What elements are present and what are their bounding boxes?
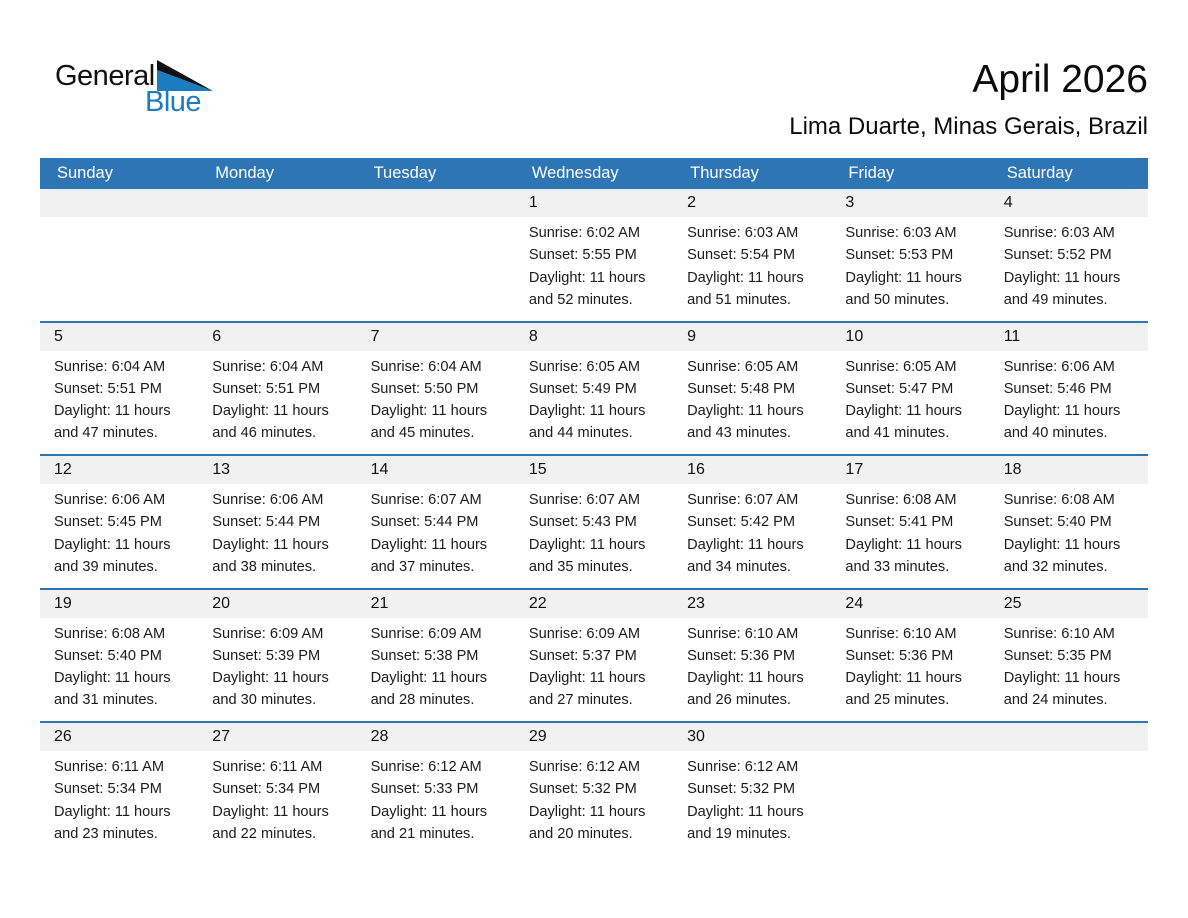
sunset-line: Sunset: 5:52 PM [1003, 247, 1112, 264]
daylight-minutes-line: and 51 minutes. [687, 291, 791, 308]
day-number: 26 [54, 728, 72, 745]
daylight-line: Daylight: 11 hours [845, 536, 962, 553]
sunset-line: Sunset: 5:42 PM [687, 514, 796, 531]
sunrise-line: Sunrise: 6:03 AM [845, 225, 957, 241]
daylight-line: Daylight: 11 hours [1003, 403, 1121, 420]
day-cell [515, 484, 673, 588]
day-number: 27 [212, 728, 231, 745]
daylight-minutes-line: and 35 minutes. [528, 558, 633, 575]
daylight-line: Daylight: 11 hours [528, 803, 646, 820]
daylight-minutes-line: and 32 minutes. [1003, 558, 1108, 575]
day-number: 13 [212, 461, 231, 478]
day-cell [990, 618, 1148, 722]
sunset-line: Sunset: 5:53 PM [845, 247, 954, 264]
sunrise-line: Sunrise: 6:06 AM [1003, 358, 1115, 375]
sunset-line: Sunset: 5:48 PM [687, 380, 796, 397]
logo-text-blue: Blue [145, 86, 202, 118]
empty-day-cell [198, 217, 356, 321]
day-cell [831, 351, 989, 455]
day-cell [673, 217, 831, 321]
sunset-line: Sunset: 5:34 PM [54, 781, 162, 798]
day-cell [357, 484, 515, 588]
day-cell [198, 751, 356, 855]
weekday-header-thursday: Thursday [690, 164, 759, 182]
sunrise-line: Sunrise: 6:12 AM [528, 759, 640, 775]
sunrise-line: Sunrise: 6:07 AM [687, 492, 799, 508]
day-cell [515, 217, 673, 321]
sunrise-line: Sunrise: 6:09 AM [528, 625, 640, 642]
sunrise-line: Sunrise: 6:08 AM [845, 492, 957, 508]
daylight-minutes-line: and 23 minutes. [54, 825, 158, 842]
page-subtitle: Lima Duarte, Minas Gerais, Brazil [789, 113, 1148, 140]
general-blue-logo [55, 60, 213, 117]
day-number: 18 [1003, 461, 1022, 478]
empty-day-cell [990, 751, 1148, 855]
sunset-line: Sunset: 5:54 PM [687, 247, 796, 264]
weekday-header-tuesday: Tuesday [373, 164, 437, 182]
daylight-line: Daylight: 11 hours [212, 803, 329, 820]
day-details-row [40, 217, 1148, 321]
day-number: 10 [845, 327, 864, 345]
sunrise-line: Sunrise: 6:04 AM [370, 358, 482, 375]
daylight-minutes-line: and 19 minutes. [687, 825, 791, 842]
sunset-line: Sunset: 5:32 PM [528, 781, 637, 798]
sunrise-line: Sunrise: 6:06 AM [212, 492, 324, 508]
daylight-minutes-line: and 26 minutes. [687, 692, 791, 709]
daylight-line: Daylight: 11 hours [1003, 536, 1121, 553]
empty-day-number [831, 723, 989, 751]
day-cell [198, 351, 356, 455]
daylight-line: Daylight: 11 hours [370, 403, 488, 420]
day-number: 24 [845, 594, 864, 612]
sunrise-line: Sunrise: 6:10 AM [1003, 625, 1115, 642]
day-number: 3 [845, 194, 855, 211]
daylight-minutes-line: and 24 minutes. [1003, 692, 1108, 709]
day-number: 29 [528, 728, 547, 745]
day-cell [515, 351, 673, 455]
sunrise-line: Sunrise: 6:05 AM [845, 358, 957, 375]
daylight-minutes-line: and 38 minutes. [212, 558, 317, 575]
sunset-line: Sunset: 5:49 PM [528, 380, 637, 397]
day-number: 20 [212, 594, 231, 612]
sunset-line: Sunset: 5:35 PM [1003, 647, 1112, 664]
empty-day-cell [831, 751, 989, 855]
day-cell [673, 751, 831, 855]
daylight-line: Daylight: 11 hours [528, 536, 646, 553]
day-number-band [40, 323, 1148, 351]
logo-text-general: General [55, 60, 155, 92]
daylight-line: Daylight: 11 hours [1003, 269, 1121, 286]
daylight-line: Daylight: 11 hours [528, 403, 646, 420]
week-row [40, 588, 1148, 722]
daylight-minutes-line: and 44 minutes. [528, 425, 633, 442]
daylight-line: Daylight: 11 hours [687, 403, 804, 420]
day-number-band [40, 590, 1148, 618]
sunset-line: Sunset: 5:47 PM [845, 380, 954, 397]
week-row [40, 721, 1148, 855]
empty-day-number [357, 189, 515, 217]
daylight-line: Daylight: 11 hours [54, 403, 171, 420]
sunrise-line: Sunrise: 6:08 AM [54, 625, 166, 642]
daylight-minutes-line: and 27 minutes. [528, 692, 633, 709]
empty-day-number [198, 189, 356, 217]
daylight-line: Daylight: 11 hours [212, 403, 329, 420]
daylight-minutes-line: and 47 minutes. [54, 425, 158, 442]
daylight-line: Daylight: 11 hours [687, 269, 804, 286]
day-number: 6 [212, 327, 222, 345]
calendar-page [40, 0, 1148, 855]
sunrise-line: Sunrise: 6:12 AM [687, 759, 799, 775]
sunset-line: Sunset: 5:44 PM [212, 514, 321, 531]
day-number: 12 [54, 461, 72, 478]
daylight-minutes-line: and 21 minutes. [370, 825, 475, 842]
sunset-line: Sunset: 5:40 PM [54, 647, 162, 664]
sunrise-line: Sunrise: 6:06 AM [54, 492, 166, 508]
week-row [40, 454, 1148, 588]
daylight-line: Daylight: 11 hours [370, 670, 488, 687]
daylight-line: Daylight: 11 hours [528, 269, 646, 286]
daylight-minutes-line: and 31 minutes. [54, 692, 158, 709]
day-number: 2 [687, 194, 697, 211]
sunrise-line: Sunrise: 6:11 AM [54, 759, 165, 775]
day-number: 25 [1003, 594, 1022, 612]
day-number: 21 [370, 594, 389, 612]
sunrise-line: Sunrise: 6:07 AM [528, 492, 640, 508]
empty-day-number [40, 189, 198, 217]
sunset-line: Sunset: 5:46 PM [1003, 380, 1112, 397]
sunset-line: Sunset: 5:45 PM [54, 514, 162, 531]
day-details-row [40, 484, 1148, 588]
sunrise-line: Sunrise: 6:11 AM [212, 759, 323, 775]
day-cell [198, 618, 356, 722]
daylight-line: Daylight: 11 hours [845, 403, 962, 420]
sunrise-line: Sunrise: 6:10 AM [845, 625, 957, 642]
daylight-minutes-line: and 40 minutes. [1003, 425, 1108, 442]
sunrise-line: Sunrise: 6:04 AM [212, 358, 324, 375]
page-title: April 2026 [972, 58, 1148, 101]
sunset-line: Sunset: 5:41 PM [845, 514, 954, 531]
sunrise-line: Sunrise: 6:07 AM [370, 492, 482, 508]
sunset-line: Sunset: 5:43 PM [528, 514, 637, 531]
day-cell [990, 484, 1148, 588]
sunset-line: Sunset: 5:36 PM [687, 647, 796, 664]
day-cell [990, 351, 1148, 455]
sunset-line: Sunset: 5:44 PM [370, 514, 479, 531]
sunrise-line: Sunrise: 6:09 AM [212, 625, 324, 642]
week-row [40, 321, 1148, 455]
day-cell [515, 618, 673, 722]
day-cell [40, 751, 198, 855]
day-number: 5 [54, 327, 63, 345]
day-cell [990, 217, 1148, 321]
day-number: 23 [687, 594, 705, 612]
daylight-line: Daylight: 11 hours [687, 670, 804, 687]
daylight-line: Daylight: 11 hours [687, 803, 804, 820]
day-cell [357, 618, 515, 722]
day-number: 4 [1003, 194, 1013, 211]
weeks-container [40, 189, 1148, 855]
daylight-minutes-line: and 22 minutes. [212, 825, 317, 842]
daylight-minutes-line: and 37 minutes. [370, 558, 475, 575]
day-number: 11 [1003, 327, 1021, 345]
day-number: 7 [370, 327, 380, 345]
sunset-line: Sunset: 5:39 PM [212, 647, 321, 664]
day-number: 19 [54, 594, 72, 612]
daylight-minutes-line: and 49 minutes. [1003, 291, 1108, 308]
day-cell [198, 484, 356, 588]
sunrise-line: Sunrise: 6:12 AM [370, 759, 482, 775]
day-number: 14 [370, 461, 389, 478]
daylight-minutes-line: and 39 minutes. [54, 558, 158, 575]
day-cell [40, 484, 198, 588]
weekday-header-wednesday: Wednesday [531, 164, 619, 182]
daylight-line: Daylight: 11 hours [212, 670, 329, 687]
sunrise-line: Sunrise: 6:05 AM [528, 358, 640, 375]
sunrise-line: Sunrise: 6:08 AM [1003, 492, 1115, 508]
day-cell [831, 618, 989, 722]
daylight-minutes-line: and 43 minutes. [687, 425, 791, 442]
weekday-header-row [40, 158, 1148, 189]
daylight-minutes-line: and 30 minutes. [212, 692, 317, 709]
sunset-line: Sunset: 5:55 PM [528, 247, 637, 264]
empty-day-number [990, 723, 1148, 751]
day-cell [40, 618, 198, 722]
day-number: 22 [528, 594, 547, 612]
daylight-minutes-line: and 52 minutes. [528, 291, 633, 308]
sunset-line: Sunset: 5:50 PM [370, 380, 479, 397]
day-details-row [40, 751, 1148, 855]
daylight-line: Daylight: 11 hours [845, 670, 962, 687]
sunset-line: Sunset: 5:34 PM [212, 781, 321, 798]
daylight-minutes-line: and 25 minutes. [845, 692, 950, 709]
day-number: 17 [845, 461, 864, 478]
day-cell [831, 217, 989, 321]
daylight-line: Daylight: 11 hours [370, 536, 488, 553]
page-header [40, 0, 1148, 158]
sunset-line: Sunset: 5:51 PM [54, 380, 162, 397]
daylight-minutes-line: and 46 minutes. [212, 425, 317, 442]
weekday-header-sunday: Sunday [57, 164, 113, 182]
day-cell [673, 618, 831, 722]
daylight-line: Daylight: 11 hours [528, 670, 646, 687]
day-cell [515, 751, 673, 855]
empty-day-cell [40, 217, 198, 321]
daylight-minutes-line: and 28 minutes. [370, 692, 475, 709]
sunset-line: Sunset: 5:51 PM [212, 380, 321, 397]
sunset-line: Sunset: 5:32 PM [687, 781, 796, 798]
weekday-header-monday: Monday [215, 164, 274, 182]
day-number-band [40, 456, 1148, 484]
day-cell [40, 351, 198, 455]
day-number: 8 [528, 327, 538, 345]
daylight-line: Daylight: 11 hours [54, 536, 171, 553]
day-number: 15 [528, 461, 547, 478]
sunset-line: Sunset: 5:36 PM [845, 647, 954, 664]
empty-day-cell [357, 217, 515, 321]
day-number: 9 [687, 327, 697, 345]
sunrise-line: Sunrise: 6:03 AM [687, 225, 799, 241]
sunrise-line: Sunrise: 6:10 AM [687, 625, 799, 642]
day-cell [673, 484, 831, 588]
calendar-grid [40, 158, 1148, 855]
day-cell [357, 351, 515, 455]
day-number-band [40, 723, 1148, 751]
day-number: 30 [687, 728, 705, 745]
day-number: 16 [687, 461, 705, 478]
daylight-minutes-line: and 50 minutes. [845, 291, 950, 308]
sunrise-line: Sunrise: 6:05 AM [687, 358, 799, 375]
day-number: 1 [528, 194, 538, 211]
day-details-row [40, 618, 1148, 722]
sunrise-line: Sunrise: 6:04 AM [54, 358, 166, 375]
day-number-band [40, 189, 1148, 217]
daylight-minutes-line: and 41 minutes. [845, 425, 950, 442]
daylight-line: Daylight: 11 hours [212, 536, 329, 553]
sunrise-line: Sunrise: 6:02 AM [528, 225, 640, 241]
day-cell [357, 751, 515, 855]
sunset-line: Sunset: 5:37 PM [528, 647, 637, 664]
week-row [40, 189, 1148, 321]
sunset-line: Sunset: 5:40 PM [1003, 514, 1112, 531]
daylight-line: Daylight: 11 hours [54, 670, 171, 687]
daylight-line: Daylight: 11 hours [845, 269, 962, 286]
weekday-header-friday: Friday [848, 164, 895, 182]
sunset-line: Sunset: 5:33 PM [370, 781, 479, 798]
day-number: 28 [370, 728, 389, 745]
daylight-line: Daylight: 11 hours [1003, 670, 1121, 687]
daylight-line: Daylight: 11 hours [54, 803, 171, 820]
daylight-minutes-line: and 45 minutes. [370, 425, 475, 442]
daylight-minutes-line: and 33 minutes. [845, 558, 950, 575]
daylight-line: Daylight: 11 hours [687, 536, 804, 553]
sunrise-line: Sunrise: 6:09 AM [370, 625, 482, 642]
day-cell [673, 351, 831, 455]
sunrise-line: Sunrise: 6:03 AM [1003, 225, 1115, 241]
daylight-minutes-line: and 34 minutes. [687, 558, 791, 575]
weekday-header-saturday: Saturday [1006, 164, 1073, 182]
daylight-minutes-line: and 20 minutes. [528, 825, 633, 842]
day-details-row [40, 351, 1148, 455]
day-cell [831, 484, 989, 588]
daylight-line: Daylight: 11 hours [370, 803, 488, 820]
sunset-line: Sunset: 5:38 PM [370, 647, 479, 664]
